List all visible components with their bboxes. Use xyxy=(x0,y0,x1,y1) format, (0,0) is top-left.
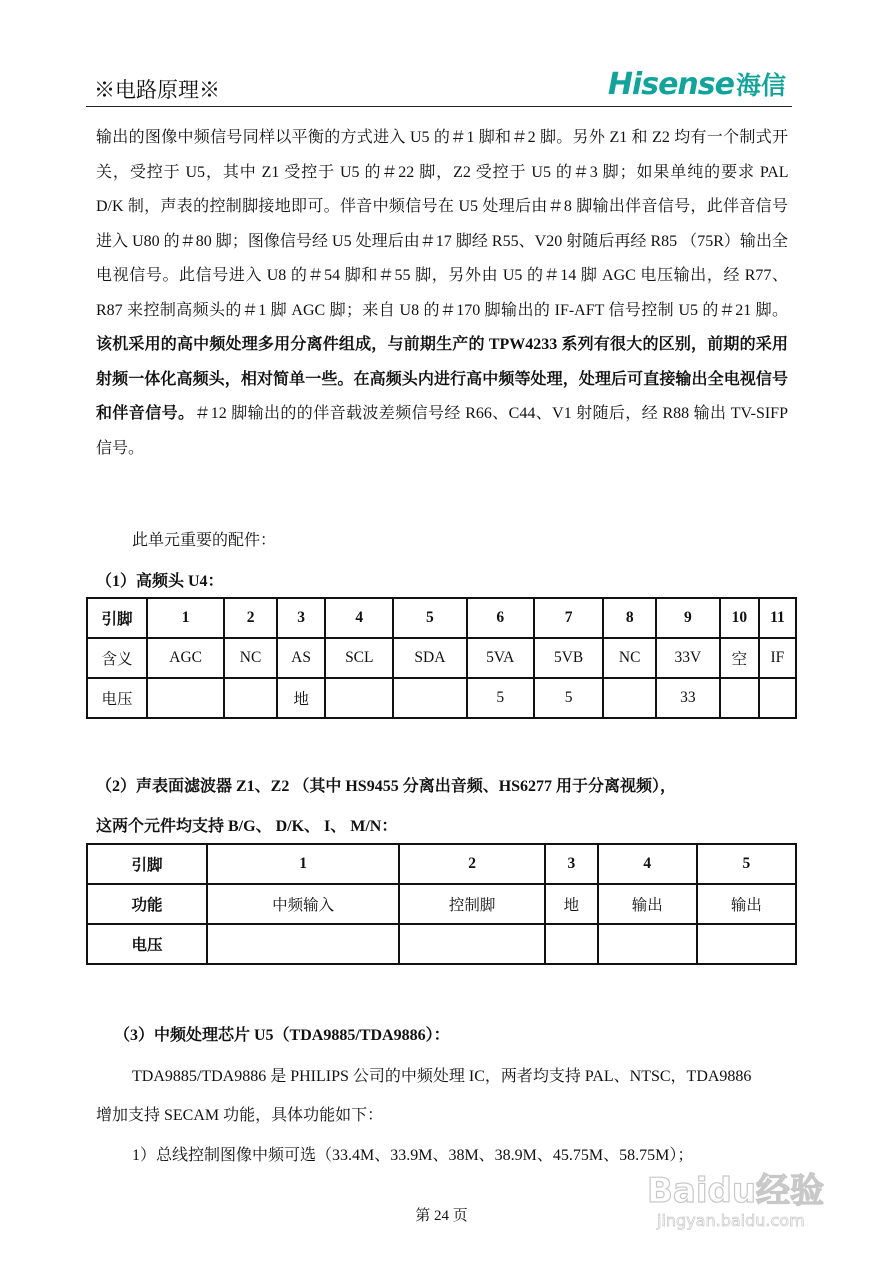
table-cell: 5 xyxy=(393,598,467,638)
table-cell xyxy=(224,678,276,718)
table-cell: SDA xyxy=(393,638,467,678)
table-cell xyxy=(720,678,759,718)
table-cell: 输出 xyxy=(598,884,697,924)
page-number: 第 24 页 xyxy=(415,1208,468,1224)
table-cell: 5VB xyxy=(534,638,604,678)
table-cell: 10 xyxy=(720,598,759,638)
table-cell: NC xyxy=(224,638,276,678)
baidu-watermark xyxy=(643,1160,853,1232)
table-cell xyxy=(399,924,545,964)
table-cell: 功能 xyxy=(87,884,207,924)
item2-title-line2: 这两个元件均支持 B/G、 D/K、 I、 M/N： xyxy=(96,818,398,835)
item2-title-line1: （2）声表面滤波器 Z1、Z2 （其中 HS9455 分离出音频、HS6277 用于分离视频）， xyxy=(96,778,677,795)
watermark-text: Baidu经验 xyxy=(647,1171,825,1211)
table-cell: 5 xyxy=(697,844,796,884)
watermark-url: jingyan.baidu.com xyxy=(657,1211,805,1230)
table-cell: IF xyxy=(759,638,796,678)
item1-title: （1）高频头 U4： xyxy=(96,573,224,590)
saw-filter-pin-table xyxy=(86,843,797,965)
table-cell: 2 xyxy=(399,844,545,884)
page-header xyxy=(86,64,792,107)
table-cell: 1 xyxy=(147,598,224,638)
item3-paragraph-line1: TDA9885/TDA9886 是 PHILIPS 公司的中频处理 IC，两者均支持 PAL、NTSC，TDA9886 xyxy=(132,1068,752,1085)
table-cell xyxy=(603,678,655,718)
table-cell: 3 xyxy=(545,844,598,884)
table-row xyxy=(87,638,796,678)
table-cell: 5 xyxy=(534,678,604,718)
table-row xyxy=(87,844,796,884)
table-cell: 空 xyxy=(720,638,759,678)
table-cell: 9 xyxy=(656,598,720,638)
tuner-pin-table xyxy=(86,597,797,719)
table-cell xyxy=(598,924,697,964)
table-cell: 控制脚 xyxy=(399,884,545,924)
section-title: ※电路原理※ xyxy=(94,78,220,102)
table-cell xyxy=(207,924,399,964)
table-cell xyxy=(697,924,796,964)
table-cell: 地 xyxy=(277,678,326,718)
table-cell xyxy=(325,678,393,718)
table-cell: 11 xyxy=(759,598,796,638)
item3-paragraph-line2: 增加支持 SECAM 功能，具体功能如下： xyxy=(96,1107,384,1124)
logo-cn-text: 海信 xyxy=(735,71,786,100)
item3-title: （3）中频处理芯片 U5（TDA9885/TDA9886）： xyxy=(114,1027,450,1044)
table-cell: 4 xyxy=(325,598,393,638)
table-cell: 地 xyxy=(545,884,598,924)
table-row xyxy=(87,598,796,638)
table-cell: 5VA xyxy=(467,638,534,678)
table-cell: 中频输入 xyxy=(207,884,399,924)
table-cell: 3 xyxy=(277,598,326,638)
table-cell xyxy=(147,678,224,718)
table-row xyxy=(87,884,796,924)
table-cell: NC xyxy=(603,638,655,678)
table-cell: 输出 xyxy=(697,884,796,924)
table-cell: AS xyxy=(277,638,326,678)
table-cell: 电压 xyxy=(87,678,147,718)
table-cell: 引脚 xyxy=(87,598,147,638)
item3-feature-1: 1）总线控制图像中频可选（33.4M、33.9M、38M、38.9M、45.75M、58.75M）； xyxy=(132,1147,694,1164)
table-cell: 33 xyxy=(656,678,720,718)
table-cell: 引脚 xyxy=(87,844,207,884)
table-cell: 5 xyxy=(467,678,534,718)
table-row xyxy=(87,678,796,718)
table-cell: 8 xyxy=(603,598,655,638)
table-cell xyxy=(545,924,598,964)
parts-intro: 此单元重要的配件： xyxy=(132,532,277,549)
table-cell: 含义 xyxy=(87,638,147,678)
logo-text: Hisense xyxy=(607,66,734,102)
table-cell: 2 xyxy=(224,598,276,638)
paragraph-normal-text: 输出的图像中频信号同样以平衡的方式进入 U5 的＃1 脚和＃2 脚。另外 Z1 和 Z2 均有一个制式开关，受控于 U5，其中 Z1 受控于 U5 的＃22 脚，Z2 受控于 U5 的＃3 脚；如果单纯的要求 PAL D/K 制，声表的控制脚接地即可。伴音中频信号在 U5 处理后由＃8 脚输出伴音信号，此伴音信号进入 U80 的＃80 脚；图像信号经 U5 处理后由＃17 脚经 R55、V20 射随后再经 R85 （75R）输出全电视信号。此信号进入 U8 的＃54 脚和＃55 脚，另外由 U5 的＃14 脚 AGC 电压输出，经 R77、R87 来控制高频头的＃1 脚 AGC 脚；来自 U8 的＃170 脚输出的 IF-AFT 信号控制 U5 的＃21 脚。 xyxy=(96,129,805,319)
paragraph-bold-text: 该机采用的高中频处理多用分离件组成，与前期生产的 TPW4233 系列有很大的区别，前期的采用射频一体化高频头，相对简单一些。在高频头内进行高中频等处理，处理后可直接输出全电视信号和伴音信号。 xyxy=(96,336,788,422)
table-cell: 33V xyxy=(656,638,720,678)
table-cell: 6 xyxy=(467,598,534,638)
table-cell xyxy=(393,678,467,718)
table-cell: 电压 xyxy=(87,924,207,964)
table-row xyxy=(87,924,796,964)
body-paragraph-1 xyxy=(96,121,805,466)
table-cell: SCL xyxy=(325,638,393,678)
paragraph-tail-text: ＃12 脚输出的的伴音载波差频信号经 R66、C44、V1 射随后，经 R88 输出 TV-SIFP 信号。 xyxy=(96,405,788,457)
table-cell: AGC xyxy=(147,638,224,678)
table-cell: 1 xyxy=(207,844,399,884)
table-cell: 4 xyxy=(598,844,697,884)
hisense-logo xyxy=(608,66,786,102)
table-cell xyxy=(759,678,796,718)
table-cell: 7 xyxy=(534,598,604,638)
